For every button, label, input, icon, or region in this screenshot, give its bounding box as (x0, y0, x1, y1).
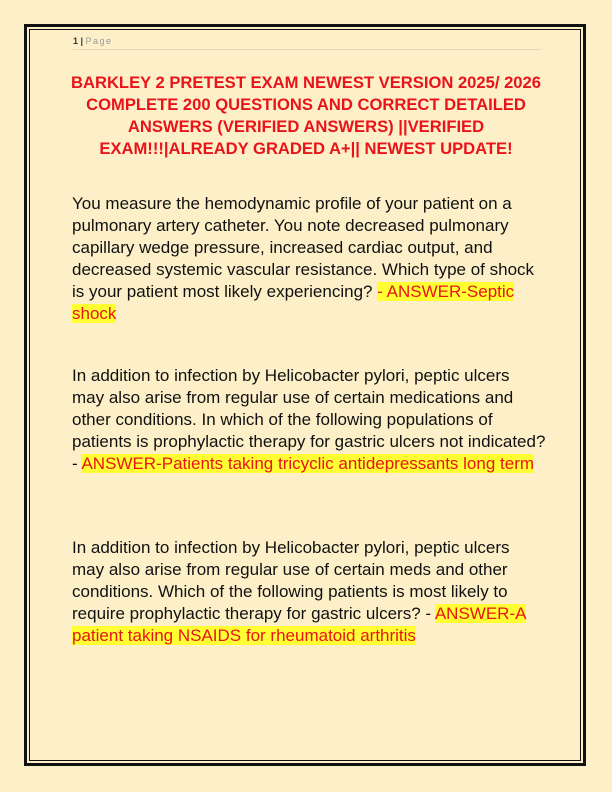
answer-text: ANSWER-Patients taking tricyclic antidepressants long term (81, 454, 535, 473)
question-block-1 (72, 193, 546, 325)
question-text: In addition to infection by Helicobacter pylori, peptic ulcers may also arise from regular use of certain meds and other conditions. Which of the following patients is most likely to require prophylactic therapy for gastric ulcers? - (72, 538, 510, 623)
question-text: You measure the hemodynamic profile of your patient on a pulmonary artery catheter. You note decreased pulmonary capillary wedge pressure, increased cardiac output, and decreased systemic vascular resistance. Which type of shock is your patient most likely experiencing? (72, 194, 535, 301)
document-title: BARKLEY 2 PRETEST EXAM NEWEST VERSION 2025/ 2026 COMPLETE 200 QUESTIONS AND CORRECT DETAILED ANSWERS (VERIFIED ANSWERS) ||VERIFIED EXAM!!!|ALREADY GRADED A+|| NEWEST UPDATE! (71, 73, 541, 158)
page-separator: | (78, 36, 86, 46)
page-label: Page (85, 36, 113, 46)
question-block-3 (72, 537, 546, 647)
page-header (73, 36, 541, 50)
answer-text: - ANSWER-Septic shock (72, 282, 515, 323)
question-block-2 (72, 365, 546, 475)
page-number: 1 (73, 36, 79, 46)
question-text: In addition to infection by Helicobacter pylori, peptic ulcers may also arise from regular use of certain medications and other conditions. In which of the following populations of patients is prophylactic therapy for gastric ulcers not indicated? - (72, 366, 546, 473)
answer-text: ANSWER-A patient taking NSAIDS for rheumatoid arthritis (72, 604, 527, 645)
